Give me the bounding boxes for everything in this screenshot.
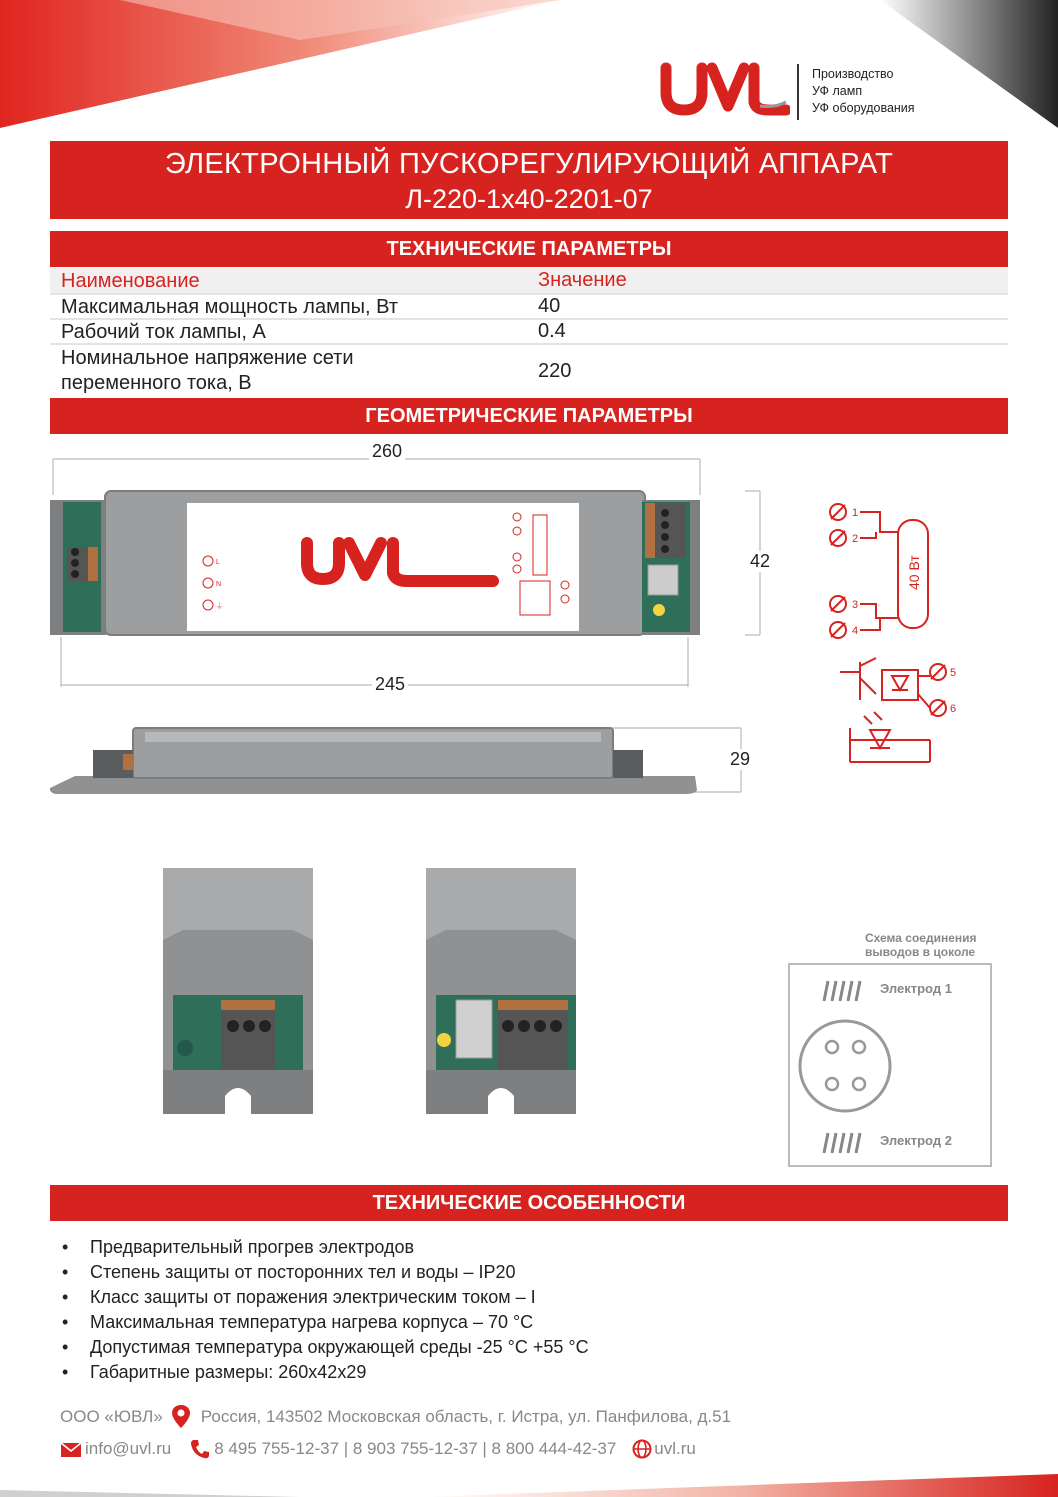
wire-label: 5 [950,667,957,679]
footer-contacts [60,1438,696,1460]
dim-length: 260 [369,441,405,462]
col-name-header: Наименование [61,270,200,292]
geometry-heading: ГЕОМЕТРИЧЕСКИЕ ПАРАМЕТРЫ [50,398,1008,434]
param-value: 220 [538,359,572,382]
title-model: Л-220-1х40-2201-07 [405,184,653,214]
param-name: Рабочий ток лампы, А [61,321,266,343]
dim-inner-length: 245 [372,674,408,695]
map-pin-icon [169,1404,193,1430]
table-row [50,345,1008,397]
globe-icon [632,1439,652,1459]
list-item: • Габаритные размеры: 260х42х29 [62,1360,589,1385]
email-link[interactable]: info@uvl.ru [85,1439,172,1458]
brand-tagline [812,66,915,117]
param-value: 40 [538,295,561,317]
terminal-label: L [216,559,220,566]
electrode-2-label: Электрод 2 [880,1133,952,1148]
company-name: ООО «ЮВЛ» [60,1407,163,1426]
param-name-line: Номинальное напряжение сети [61,347,354,369]
col-value-header: Значение [538,269,627,291]
terminal-label: N [216,581,222,588]
dim-width: 42 [747,551,773,572]
tagline-line: УФ оборудования [812,101,915,115]
list-item: • Класс защиты от поражения электрическим током – I [62,1285,589,1310]
end-view-right [418,860,588,1120]
features-heading: ТЕХНИЧЕСКИЕ ОСОБЕННОСТИ [50,1185,1008,1221]
envelope-icon [60,1440,82,1458]
phone-icon [189,1438,211,1460]
list-item: • Предварительный прогрев электродов [62,1235,589,1260]
table-header-row [50,268,1008,295]
param-name: Максимальная мощность лампы, Вт [61,296,399,318]
brand-logo [660,62,940,122]
wire-label: 2 [852,533,859,545]
footer-address [60,1404,731,1430]
param-name [50,345,528,397]
wiring-diagram [820,490,970,780]
list-item: • Степень защиты от посторонних тел и воды – IP20 [62,1260,589,1285]
table-row [50,295,1008,320]
phone-numbers[interactable]: 8 495 755-12-37 | 8 903 755-12-37 | 8 800 444-42-37 [214,1439,617,1458]
param-name-line: переменного тока, В [61,372,252,394]
wire-label: 1 [852,507,859,519]
address-text: Россия, 143502 Московская область, г. Истра, ул. Панфилова, д.51 [200,1407,732,1426]
features-list [62,1235,589,1385]
wire-label: 4 [852,625,859,637]
list-item: • Допустимая температура окружающей среды -25 °С +55 °С [62,1335,589,1360]
lamp-label: 40 Вт [906,555,922,590]
list-item: • Максимальная температура нагрева корпуса – 70 °С [62,1310,589,1335]
end-view-left [155,860,325,1120]
footer-decoration [0,1468,1058,1497]
website-link[interactable]: uvl.ru [654,1439,696,1458]
socket-title [865,931,977,959]
terminal-label: ⏚ [216,603,223,610]
electrode-1-label: Электрод 1 [880,981,952,996]
socket-title-line: Схема соединения [865,931,977,945]
wire-label: 6 [950,703,957,715]
dim-height: 29 [727,749,753,770]
param-value: 0.4 [538,320,566,342]
wire-label: 3 [852,599,859,611]
title-line-1: ЭЛЕКТРОННЫЙ ПУСКОРЕГУЛИРУЮЩИЙ АППАРАТ [164,148,894,180]
side-view-drawing [45,720,755,800]
tech-params-table [50,268,1008,397]
logo-divider [797,64,799,120]
uvl-logo-icon [660,62,790,118]
socket-title-line: выводов в цоколе [865,945,976,959]
tagline-line: УФ ламп [812,84,863,98]
top-view-drawing [45,455,775,695]
tech-params-heading: ТЕХНИЧЕСКИЕ ПАРАМЕТРЫ [50,231,1008,267]
document-title [50,141,1008,219]
tagline-line: Производство [812,67,894,81]
table-row [50,320,1008,345]
